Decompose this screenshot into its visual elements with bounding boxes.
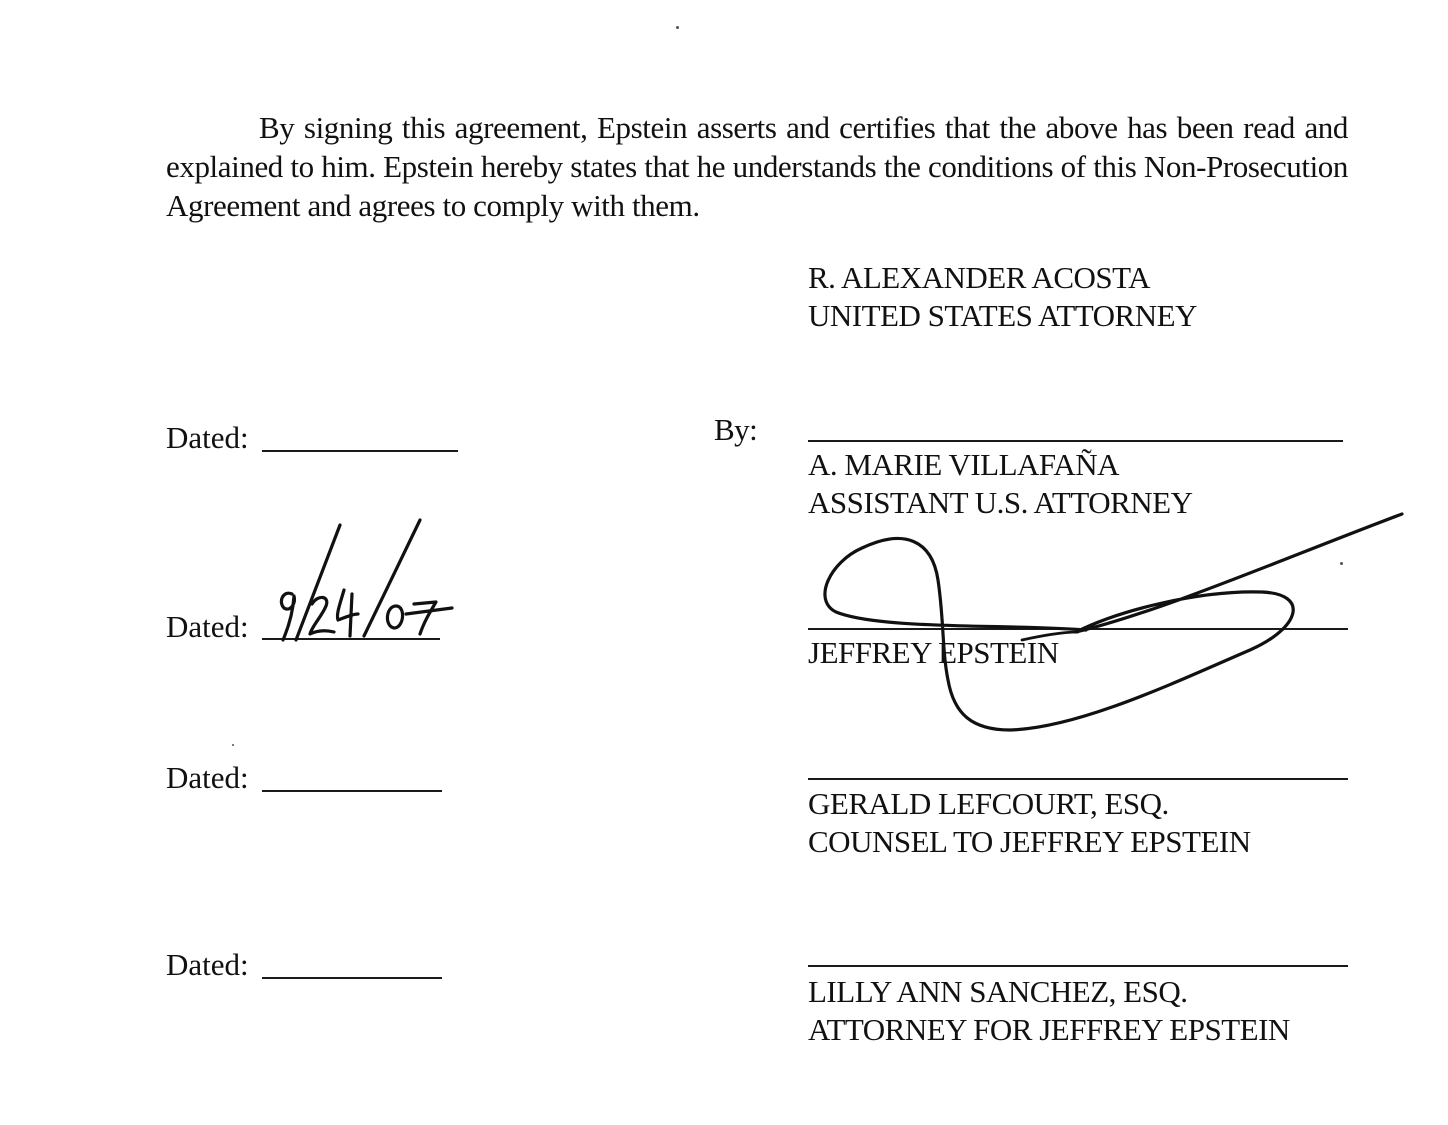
signatory-name: GERALD LEFCOURT, ESQ. [808,786,1169,821]
certification-paragraph: By signing this agreement, Epstein asserts and certifies that the above has been read and explained to him. Epstein hereby states that he understands the conditions of this Non-Prosecution Agreement and agrees to comply with them. [166,110,1348,223]
us-attorney-name: R. ALEXANDER ACOSTA [808,260,1150,295]
dated-label: Dated: [166,947,249,982]
signatory-name: JEFFREY EPSTEIN [808,635,1059,670]
signatory-name: A. MARIE VILLAFAÑA [808,447,1120,482]
signatory-title: COUNSEL TO JEFFREY EPSTEIN [808,824,1251,859]
signatory-title: ASSISTANT U.S. ATTORNEY [808,485,1193,520]
dated-label: Dated: [166,420,249,455]
dated-label: Dated: [166,609,249,644]
by-label: By: [714,412,758,447]
us-attorney-title: UNITED STATES ATTORNEY [808,298,1197,333]
signatory-name: LILLY ANN SANCHEZ, ESQ. [808,974,1188,1009]
dated-label: Dated: [166,760,249,795]
signatory-title: ATTORNEY FOR JEFFREY EPSTEIN [808,1012,1290,1047]
